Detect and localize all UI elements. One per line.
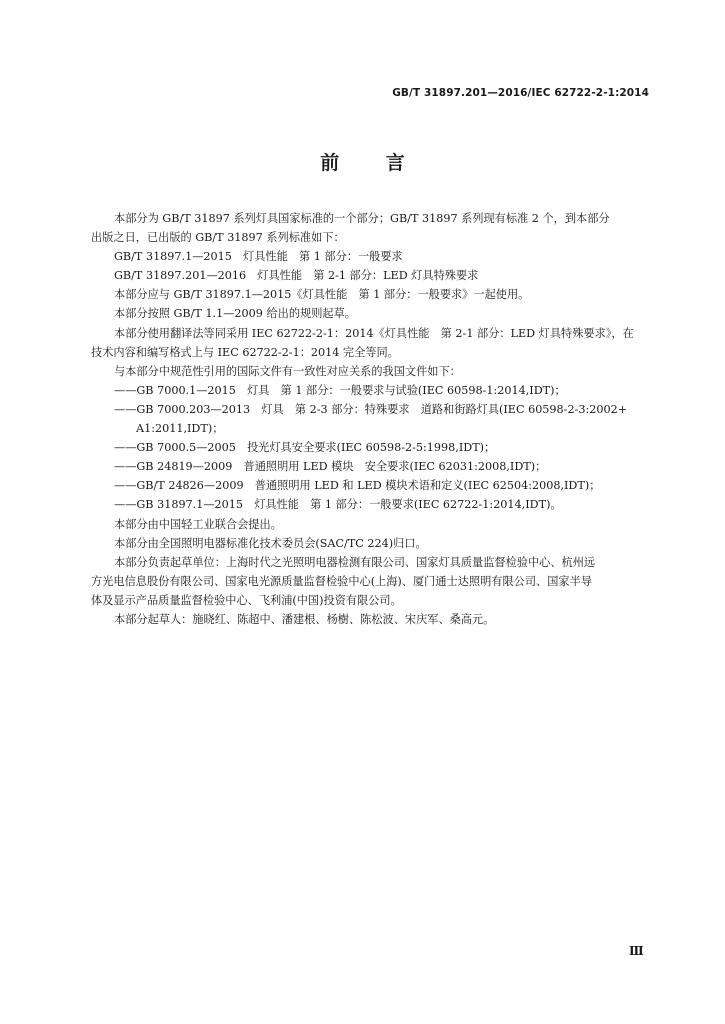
text-line: 本部分按照 GB/T 1.1—2009 给出的规则起草。: [114, 307, 356, 321]
text-line: 本部分应与 GB/T 31897.1—2015《灯具性能 第 1 部分：一般要求》一起使用。: [114, 288, 530, 302]
text-line: ——GB 7000.5—2005 投光灯具安全要求(IEC 60598-2-5:1998,IDT)；: [114, 441, 496, 455]
text-line: 本部分由全国照明电器标准化技术委员会(SAC/TC 224)归口。: [114, 536, 427, 550]
text-line: 本部分负责起草单位：上海时代之光照明电器检测有限公司、国家灯具质量监督检验中心、杭州远: [114, 555, 596, 569]
text-line: 体及显示产品质量监督检验中心、飞利浦(中国)投资有限公司。: [91, 593, 402, 607]
text-line: 方光电信息股份有限公司、国家电光源质量监督检验中心(上海)、厦门通士达照明有限公司、国家半导: [91, 574, 592, 588]
text-line: 与本部分中规范性引用的国际文件有一致性对应关系的我国文件如下：: [114, 364, 461, 378]
text-line: 本部分为 GB/T 31897 系列灯具国家标准的一个部分；GB/T 31897 系列现有标准 2 个，到本部分: [114, 212, 610, 225]
text-line: A1:2011,IDT)；: [136, 422, 224, 436]
foreword-body: [91, 209, 651, 629]
page-number: Ⅲ: [629, 944, 644, 958]
text-line: 出版之日，已出版的 GB/T 31897 系列标准如下：: [91, 231, 345, 245]
text-line: GB/T 31897.1—2015 灯具性能 第 1 部分：一般要求: [114, 250, 403, 264]
text-line: 技术内容和编写格式上与 IEC 62722-2-1：2014 完全等同。: [91, 345, 399, 359]
standard-code: GB/T 31897.201—2016/IEC 62722-2-1:2014: [392, 87, 649, 99]
text-line: ——GB 31897.1—2015 灯具性能 第 1 部分：一般要求(IEC 62722-1:2014,IDT)。: [114, 498, 562, 512]
text-line: 本部分起草人：施晓红、陈超中、潘建根、杨樹、陈松波、宋庆军、桑高元。: [114, 612, 495, 626]
page-title: 前 言: [320, 152, 425, 174]
text-line: ——GB 7000.203—2013 灯具 第 2-3 部分：特殊要求 道路和街路灯具(IEC 60598-2-3:2002+: [114, 402, 628, 416]
text-line: ——GB/T 24826—2009 普通照明用 LED 和 LED 模块术语和定义(IEC 62504:2008,IDT)；: [114, 479, 601, 493]
text-line: GB/T 31897.201—2016 灯具性能 第 2-1 部分：LED 灯具特殊要求: [114, 269, 479, 283]
text-line: ——GB 24819—2009 普通照明用 LED 模块 安全要求(IEC 62031:2008,IDT)；: [114, 460, 547, 474]
text-line: 本部分由中国轻工业联合会提出。: [114, 517, 282, 531]
text-line: ——GB 7000.1—2015 灯具 第 1 部分：一般要求与试验(IEC 60598-1:2014,IDT)；: [114, 383, 566, 397]
text-line: 本部分使用翻译法等同采用 IEC 62722-2-1：2014《灯具性能 第 2-1 部分：LED 灯具特殊要求》，在: [114, 326, 634, 340]
